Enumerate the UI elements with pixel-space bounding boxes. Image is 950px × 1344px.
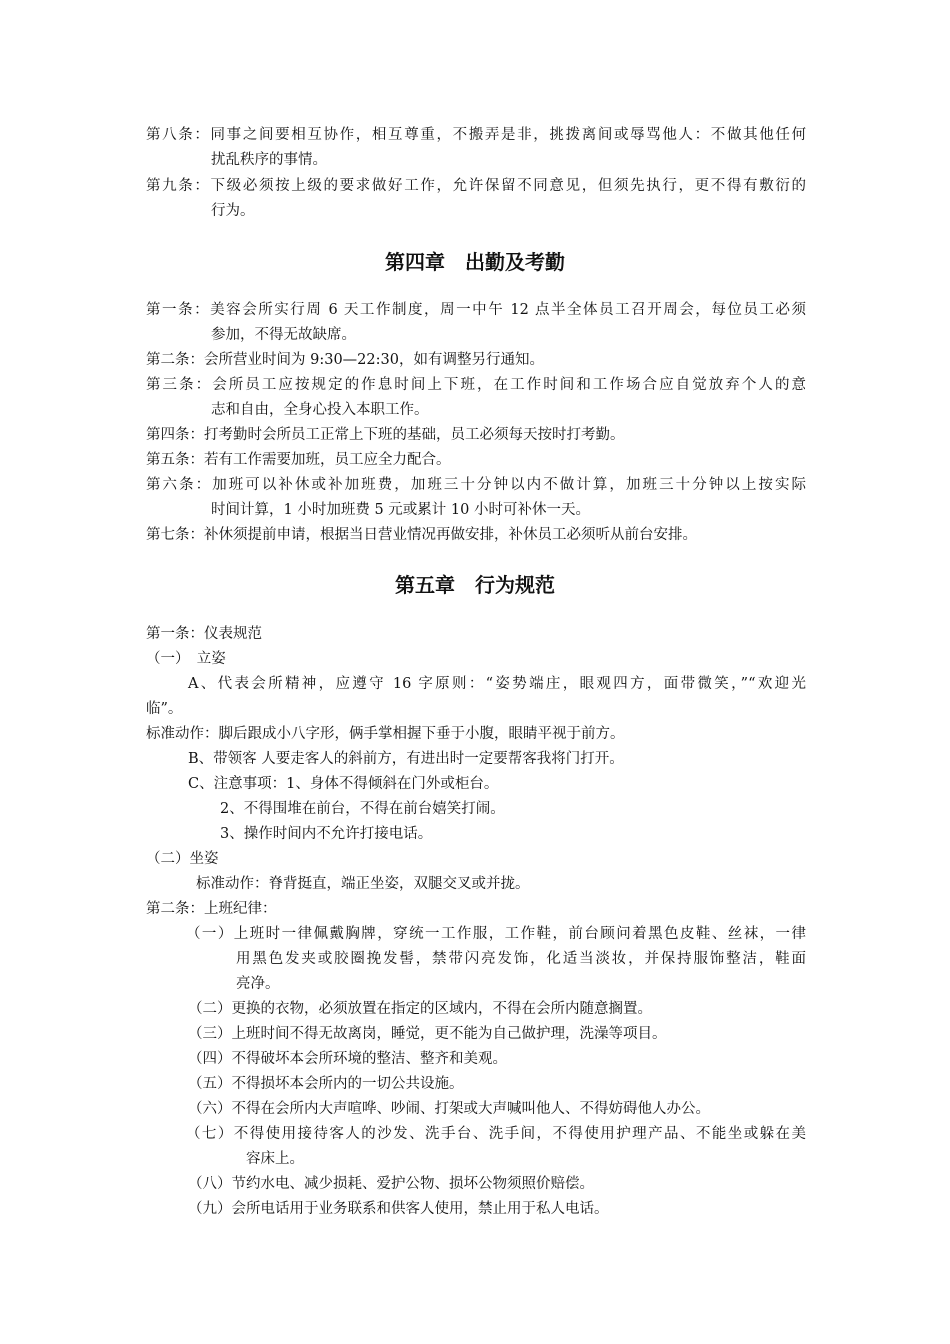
chapter-5-heading: 第五章 行为规范	[395, 573, 555, 597]
ch5-s1-b: B、带领客 人要走客人的斜前方，有进出时一定要帮客我将门打开。	[188, 751, 624, 767]
ch4-article-6-line-2: 时间计算，1 小时加班费 5 元或累计 10 小时可补休一天。	[211, 502, 590, 518]
ch4-article-6-line-1: 第六条：加班可以补休或补加班费，加班三十分钟以内不做计算，加班三十分钟以上按实际	[146, 477, 806, 493]
ch4-article-2: 第二条：会所营业时间为 9:30—22:30，如有调整另行通知。	[146, 352, 544, 368]
ch5-standard-action-1: 标准动作：脚后跟成小八字形，俩手掌相握下垂于小腹，眼睛平视于前方。	[146, 726, 625, 742]
ch5-discipline-7-line-1: （七）不得使用接待客人的沙发、洗手台、洗手间，不得使用护理产品、不能坐或躲在美	[186, 1126, 806, 1142]
ch5-discipline-2: （二）更换的衣物，必须放置在指定的区域内，不得在会所内随意搁置。	[188, 1001, 652, 1017]
article-9-line-2: 行为。	[211, 203, 255, 219]
ch4-article-1-line-1: 第一条：美容会所实行周 6 天工作制度，周一中午 12 点半全体员工召开周会，每位员工必须	[146, 302, 806, 318]
ch5-s1-c-3: 3、操作时间内不允许打接电话。	[220, 826, 433, 842]
ch4-article-1-line-2: 参加，不得无故缺席。	[211, 327, 356, 343]
ch5-discipline-3: （三）上班时间不得无故离岗，睡觉，更不能为自己做护理，洗澡等项目。	[188, 1026, 667, 1042]
ch5-discipline-1-line-3: 亮净。	[236, 976, 280, 992]
article-8-line-1: 第八条：同事之间要相互协作，相互尊重，不搬弄是非，挑拨离间或辱骂他人：不做其他任何	[146, 127, 806, 143]
ch5-standard-action-2: 标准动作：脊背挺直，端正坐姿，双腿交叉或并拢。	[196, 876, 530, 892]
ch5-s1-a-line-1: A、代表会所精神，应遵守 16 字原则：“姿势端庄，眼观四方，面带微笑，”“欢迎光	[188, 676, 806, 692]
ch5-article-2: 第二条：上班纪律：	[146, 901, 277, 917]
ch5-discipline-6: （六）不得在会所内大声喧哗、吵闹、打架或大声喊叫他人、不得妨碍他人办公。	[188, 1101, 710, 1117]
ch4-article-3-line-2: 志和自由，全身心投入本职工作。	[211, 402, 429, 418]
ch5-discipline-9: （九）会所电话用于业务联系和供客人使用，禁止用于私人电话。	[188, 1201, 609, 1217]
ch5-section-2: （二）坐姿	[146, 851, 219, 867]
article-8-line-2: 扰乱秩序的事情。	[211, 152, 327, 168]
ch5-discipline-7-line-2: 容床上。	[246, 1151, 304, 1167]
ch4-article-4: 第四条：打考勤时会所员工正常上下班的基础，员工必须每天按时打考勤。	[146, 427, 625, 443]
ch5-section-1: （一） 立姿	[146, 651, 226, 667]
ch4-article-3-line-1: 第三条：会所员工应按规定的作息时间上下班，在工作时间和工作场合应自觉放弃个人的意	[146, 377, 806, 393]
ch5-discipline-8: （八）节约水电、减少损耗、爱护公物、损坏公物须照价赔偿。	[188, 1176, 594, 1192]
ch5-discipline-1-line-2: 用黑色发夹或胶圈挽发髻，禁带闪亮发饰，化适当淡妆，并保持服饰整洁，鞋面	[236, 951, 806, 967]
article-9-line-1: 第九条：下级必须按上级的要求做好工作，允许保留不同意见，但须先执行，更不得有敷衍的	[146, 178, 806, 194]
ch5-discipline-4: （四）不得破坏本会所环境的整洁、整齐和美观。	[188, 1051, 507, 1067]
ch5-s1-a-line-2: 临”。	[146, 701, 183, 717]
ch5-discipline-5: （五）不得损坏本会所内的一切公共设施。	[188, 1076, 464, 1092]
ch5-discipline-1-line-1: （一）上班时一律佩戴胸牌，穿统一工作服，工作鞋，前台顾问着黑色皮鞋、丝袜，一律	[186, 926, 806, 942]
ch5-article-1: 第一条：仪表规范	[146, 626, 262, 642]
ch4-article-7: 第七条：补休须提前申请，根据当日营业情况再做安排，补休员工必须听从前台安排。	[146, 527, 697, 543]
ch5-s1-c-2: 2、不得围堆在前台，不得在前台嬉笑打闹。	[220, 801, 505, 817]
ch5-s1-c: C、注意事项：1、身体不得倾斜在门外或柜台。	[188, 776, 499, 792]
chapter-4-heading: 第四章 出勤及考勤	[385, 250, 565, 274]
ch4-article-5: 第五条：若有工作需要加班，员工应全力配合。	[146, 452, 451, 468]
